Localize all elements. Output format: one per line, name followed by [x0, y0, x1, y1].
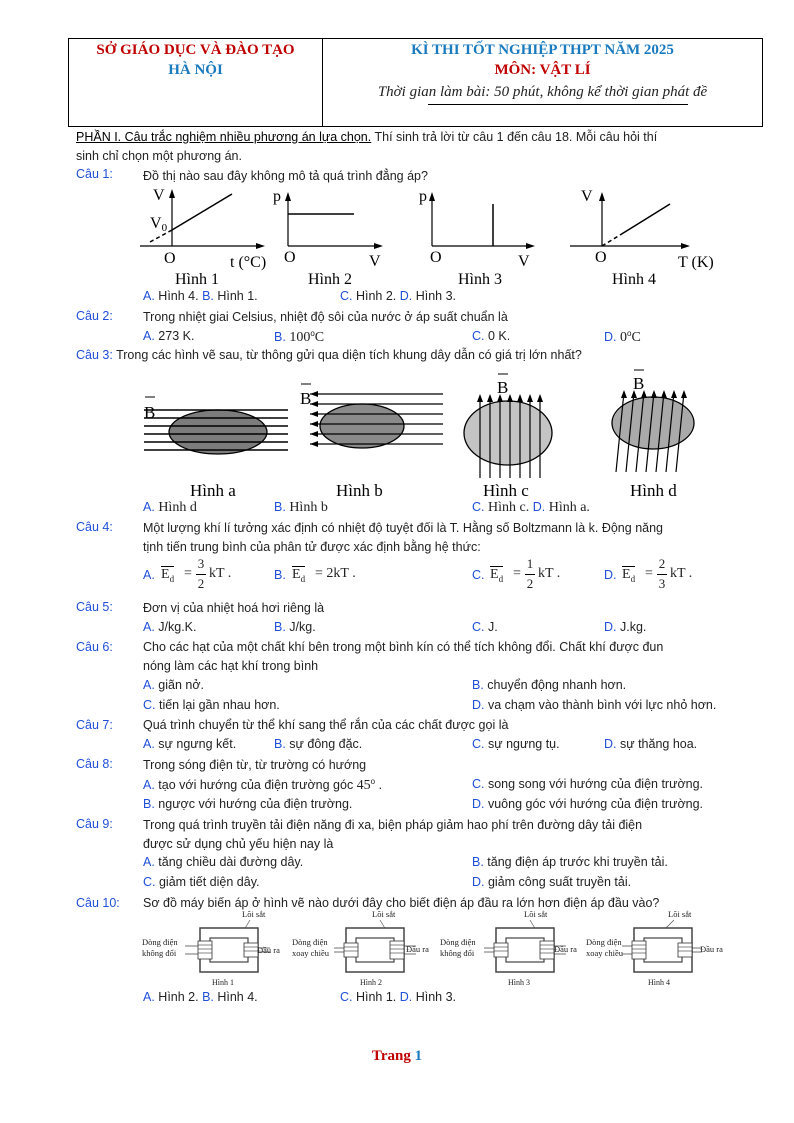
question-label: Câu 8:	[76, 757, 113, 771]
exam-time: Thời gian làm bài: 50 phút, không kể thời gian phát đề	[377, 84, 708, 100]
figure-caption: Hình 2	[308, 271, 352, 288]
svg-text:Dòng điện: Dòng điện	[292, 937, 328, 947]
option-a[interactable]: A. Hình 4. B. Hình 1.	[143, 289, 258, 303]
option-a[interactable]: A. J/kg.K.	[143, 620, 197, 634]
option-c[interactable]: C. J.	[472, 620, 498, 634]
question-label: Câu 7:	[76, 718, 113, 732]
origin-label: O	[284, 249, 296, 266]
question-text: Trong sóng điện từ, từ trường có hướng	[143, 758, 367, 772]
field-arrow	[477, 394, 483, 402]
svg-text:Dòng điện: Dòng điện	[586, 937, 622, 947]
question-text: Sơ đồ máy biến áp ở hình vẽ nào dưới đây cho biết điện áp đầu ra lớn hơn điện áp đầu vào?	[143, 896, 660, 910]
field-arrow	[310, 411, 318, 417]
option-a[interactable]: A. sự ngưng kết.	[143, 737, 237, 751]
option-c[interactable]: C. sự ngưng tụ.	[472, 737, 560, 751]
svg-text:Hình 3: Hình 3	[508, 978, 530, 987]
page-footer	[0, 1048, 794, 1065]
magnetic-flux-figures	[138, 366, 708, 502]
vector-label: B	[633, 374, 645, 393]
axis-label: T (K)	[678, 254, 714, 271]
svg-text:Đầu ra: Đầu ra	[554, 944, 577, 954]
svg-text:Lõi sắt: Lõi sắt	[242, 909, 266, 919]
field-arrow	[661, 390, 667, 398]
axis-label: V	[153, 187, 165, 204]
question-3: Câu 3: Trong các hình vẽ sau, từ thông gửi qua diện tích khung dây dẫn có giá trị lớn nhất?	[76, 348, 582, 362]
option-b[interactable]: B. chuyển động nhanh hơn.	[472, 678, 627, 692]
transformer-diagrams	[140, 908, 730, 988]
option-d[interactable]: D. giảm công suất truyền tải.	[472, 875, 632, 889]
option-c[interactable]: C. giảm tiết diện dây.	[143, 875, 260, 889]
field-arrow	[487, 394, 493, 402]
page-label: Trang	[371, 1048, 415, 1064]
figure-caption: Hình a	[190, 481, 236, 500]
exam-header	[68, 38, 763, 127]
axis-label: p	[273, 188, 281, 205]
option-b[interactable]: B. ngược với hướng của điện trường.	[143, 797, 353, 811]
svg-text:không đổi: không đổi	[142, 948, 177, 958]
field-arrow	[517, 394, 523, 402]
axis-label: V	[518, 253, 530, 270]
header-underline	[428, 104, 688, 105]
question-label: Câu 10:	[76, 896, 120, 910]
vector-label: B	[300, 389, 312, 408]
exam-info-box	[323, 39, 762, 126]
field-arrow	[310, 421, 318, 427]
option-d[interactable]: D. va chạm vào thành bình với lực nhỏ hơn.	[472, 698, 717, 712]
svg-text:xoay chiều: xoay chiều	[292, 948, 330, 958]
axis-arrow	[681, 243, 690, 249]
question-label: Câu 9:	[76, 817, 113, 831]
exam-subject: MÔN: VẬT LÍ	[494, 62, 591, 78]
axis-label: V	[369, 253, 381, 270]
origin-label: O	[430, 249, 442, 266]
option-c[interactable]: C. Hình 2. D. Hình 3.	[340, 289, 457, 303]
field-arrow	[310, 431, 318, 437]
svg-text:Đầu ra: Đầu ra	[406, 944, 429, 954]
field-arrow	[527, 394, 533, 402]
axis-arrow	[285, 192, 291, 201]
question-label: Câu 2:	[76, 309, 113, 323]
transformer-1	[142, 909, 280, 987]
question-label: Câu 5:	[76, 600, 113, 614]
origin-label: O	[595, 249, 607, 266]
axis-label: V0	[150, 215, 168, 234]
svg-text:xoay chiều: xoay chiều	[586, 948, 624, 958]
field-arrow	[310, 441, 318, 447]
option-a[interactable]: A. tăng chiều dài đường dây.	[143, 855, 304, 869]
coil-loop	[320, 404, 404, 448]
option-a[interactable]: A. 273 K.	[143, 329, 195, 343]
transformer-4	[586, 909, 723, 987]
option-c[interactable]: C. song song với hướng của điện trường.	[472, 777, 704, 791]
axis-arrow	[429, 192, 435, 201]
option-d[interactable]: D. vuông góc với hướng của điện trường.	[472, 797, 704, 811]
exam-title: KÌ THI TỐT NGHIỆP THPT NĂM 2025	[411, 42, 674, 58]
question-text: Một lượng khí lí tưởng xác định có nhiệt độ tuyệt đối là T. Hằng số Boltzmann là k. Động năng tịnh tiến trung bình của phân tử được xác định bằng hệ thức:	[143, 521, 663, 554]
transformer-3	[440, 909, 577, 987]
option-c[interactable]: C. Hình 1. D. Hình 3.	[340, 990, 457, 1004]
graph-line	[620, 204, 670, 235]
field-arrow	[681, 390, 687, 398]
figure-caption: Hình 4	[612, 271, 656, 288]
svg-text:Đầu ra: Đầu ra	[257, 945, 280, 955]
question-text: Đơn vị của nhiệt hoá hơi riêng là	[143, 601, 325, 615]
option-c[interactable]: C. 0 K.	[472, 329, 511, 343]
option-b[interactable]: B. sự đông đặc.	[274, 737, 363, 751]
option-d[interactable]: D. J.kg.	[604, 620, 647, 634]
isobaric-graphs	[140, 184, 714, 289]
transformer-2	[292, 909, 429, 987]
coil-loop	[169, 410, 267, 454]
svg-text:Dòng điện: Dòng điện	[440, 937, 476, 947]
coil-loop	[464, 401, 552, 465]
department-city: HÀ NỘI	[168, 62, 223, 78]
svg-text:Hình 2: Hình 2	[360, 978, 382, 987]
vector-label: B	[497, 378, 509, 397]
option-b[interactable]: B. J/kg.	[274, 620, 316, 634]
question-label: Câu 6:	[76, 640, 113, 654]
svg-text:không đổi: không đổi	[440, 948, 475, 958]
axis-label: t (°C)	[230, 254, 267, 271]
figure-caption: Hình b	[336, 481, 383, 500]
page-number: 1	[414, 1048, 423, 1064]
svg-text:Hình 4: Hình 4	[648, 978, 670, 987]
option-b[interactable]: B. $E_d$ = 2kT .	[274, 566, 356, 584]
graph-line	[172, 194, 232, 230]
option-a[interactable]: A. tạo với hướng của điện trường góc 45$^o$ .	[143, 777, 383, 794]
department-name: SỞ GIÁO DỤC VÀ ĐÀO TẠO	[96, 42, 295, 58]
option-d[interactable]: D. sự thăng hoa.	[604, 737, 698, 751]
question-text: Trong quá trình truyền tải điện năng đi xa, biện pháp giảm hao phí trên đường dây tải điện được sử dụng chủ yếu hiện nay là	[143, 818, 643, 851]
axis-arrow	[526, 243, 535, 249]
part-instruction-a: Thí sinh trả lời từ câu 1 đến câu 18. Mỗi câu hỏi thí	[371, 130, 658, 144]
field-arrow	[651, 390, 657, 398]
axis-label: V	[581, 188, 593, 205]
svg-text:Dòng điện: Dòng điện	[142, 937, 178, 947]
part-instructions	[76, 128, 766, 166]
question-text: Quá trình chuyển từ thể khí sang thể rắn của các chất được gọi là	[143, 718, 509, 732]
option-a[interactable]: A. giãn nở.	[143, 678, 205, 692]
axis-arrow	[599, 192, 605, 201]
option-d[interactable]: D. 0$^o$C	[604, 329, 641, 346]
svg-text:Đầu ra: Đầu ra	[700, 944, 723, 954]
axis-label: p	[419, 188, 427, 205]
option-a[interactable]: A. Hình 2. B. Hình 4.	[143, 990, 258, 1004]
question-text: Đồ thị nào sau đây không mô tả quá trình đẳng áp?	[143, 169, 428, 183]
question-text: Cho các hạt của một chất khí bên trong một bình kín có thể tích không đổi. Chất khí được đun nóng làm các hạt khí trong bình	[143, 640, 664, 673]
part-title: PHẦN I. Câu trắc nghiệm nhiều phương án lựa chọn.	[76, 130, 372, 144]
figure-caption: Hình 3	[458, 271, 502, 288]
question-label: Câu 1:	[76, 167, 113, 181]
part-instruction-b: sinh chỉ chọn một phương án.	[76, 149, 242, 163]
option-b[interactable]: B. tăng điện áp trước khi truyền tải.	[472, 855, 668, 869]
field-arrow	[671, 390, 677, 398]
vector-label: B	[144, 403, 156, 422]
figure-caption: Hình d	[630, 481, 677, 500]
axis-arrow	[256, 243, 265, 249]
question-label: Câu 4:	[76, 520, 113, 534]
option-c[interactable]: C. Hình c. D. Hình a.	[472, 500, 590, 515]
field-arrow	[621, 390, 627, 398]
svg-text:Lõi sắt: Lõi sắt	[372, 909, 396, 919]
figure-caption: Hình c	[483, 481, 529, 500]
figure-caption: Hình 1	[175, 271, 219, 288]
origin-label: O	[164, 250, 176, 267]
graph-line	[602, 235, 620, 246]
department-box	[69, 39, 323, 126]
option-a[interactable]: A. Hình d	[143, 500, 197, 515]
option-b[interactable]: B. Hình b	[274, 500, 328, 515]
option-c[interactable]: C. tiến lại gần nhau hơn.	[143, 698, 280, 712]
svg-text:Lõi sắt: Lõi sắt	[668, 909, 692, 919]
axis-arrow	[374, 243, 383, 249]
question-text: Trong nhiệt giai Celsius, nhiệt độ sôi của nước ở áp suất chuẩn là	[143, 310, 508, 324]
field-arrow	[537, 394, 543, 402]
option-b[interactable]: B. 100$^o$C	[274, 329, 325, 346]
svg-text:Hình 1: Hình 1	[212, 978, 234, 987]
svg-text:Lõi sắt: Lõi sắt	[524, 909, 548, 919]
axis-arrow	[169, 189, 175, 198]
